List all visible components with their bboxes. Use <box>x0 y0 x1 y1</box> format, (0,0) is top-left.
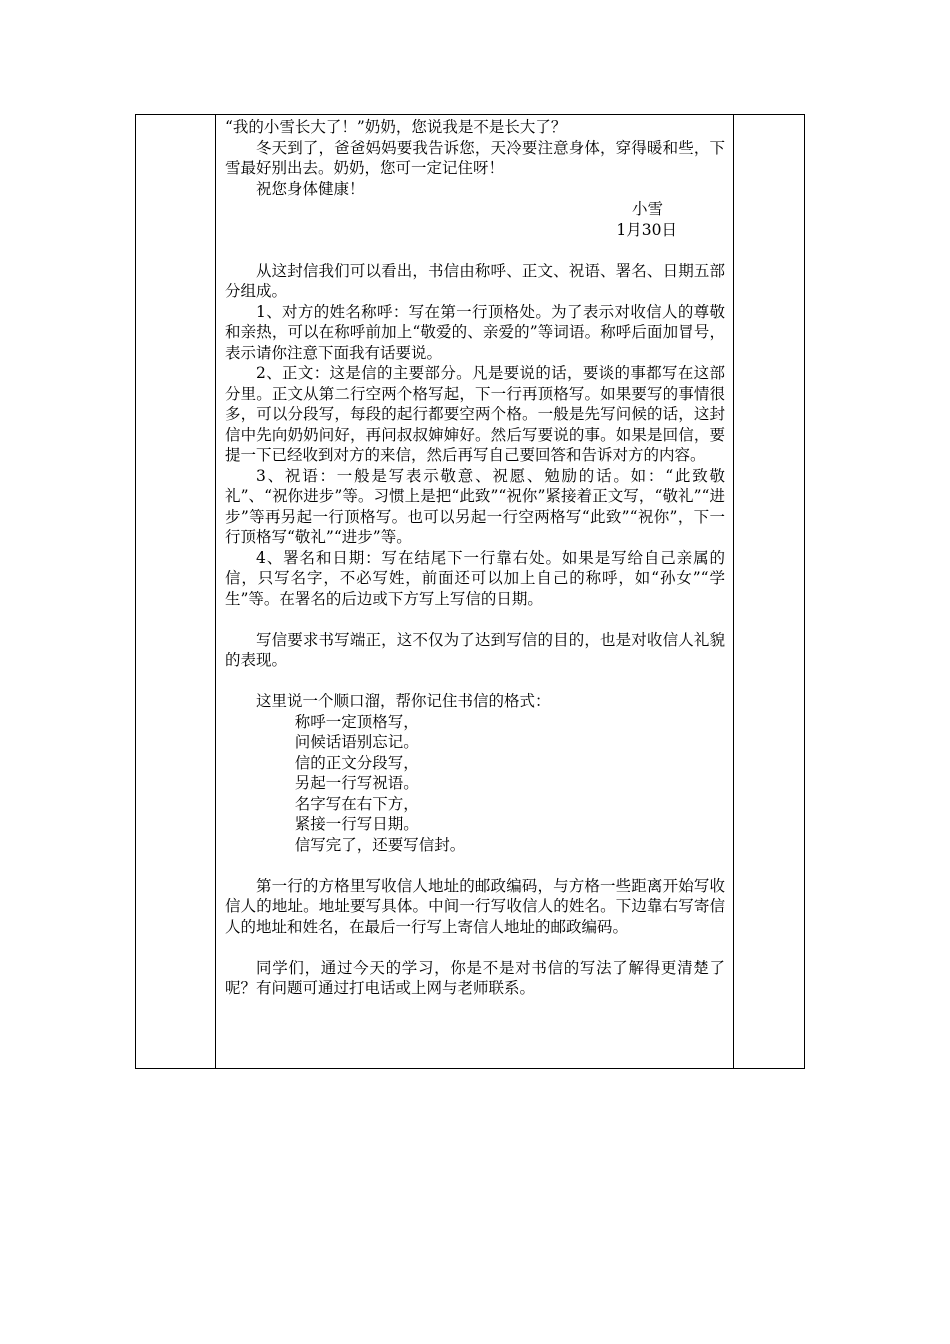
rhyme-line: 另起一行写祝语。 <box>294 774 419 792</box>
closing-paragraph: 同学们，通过今天的学习，你是不是对书信的写法了解得更清楚了呢？有问题可通过打电话或上网与老师联系。 <box>225 958 725 997</box>
lesson-table <box>135 114 805 1069</box>
rhyme-line: 信的正文分段写， <box>294 753 419 772</box>
envelope-instructions: 第一行的方格里写收信人地址的邮政编码，与方格一些距离开始写收信人的地址。地址要写具体。中间一行写收信人的姓名。下边靠右写寄信人的地址和姓名，在最后一行写上寄信人地址的邮政编码。 <box>225 876 725 936</box>
spacer <box>225 855 725 876</box>
rhyme-line: 名字写在右下方， <box>294 794 419 813</box>
letter-paragraph: 冬天到了，爸爸妈妈要我告诉您，天冷要注意身体，穿得暖和些，下雪最好别出去。奶奶，您可一定记住呀！ <box>225 138 725 177</box>
spacer <box>225 240 725 261</box>
letter-signature: 小雪 <box>631 200 663 218</box>
letter-line: “我的小雪长大了！”奶奶，您说我是不是长大了？ <box>225 118 567 136</box>
table-column-divider-right <box>733 115 734 1068</box>
explanation-neatness: 写信要求书写端正，这不仅为了达到写信的目的，也是对收信人礼貌的表现。 <box>225 630 725 669</box>
rhyme-line: 问候话语别忘记。 <box>294 733 419 751</box>
spacer <box>225 609 725 630</box>
table-column-divider-left <box>215 115 216 1068</box>
lesson-content-cell <box>225 117 725 999</box>
explanation-point-salutation: 1、对方的姓名称呼：写在第一行顶格处。为了表示对收信人的尊敬和亲热，可以在称呼前加上“敬爱的、亲爱的”等词语。称呼后面加冒号，表示请你注意下面我有话要说。 <box>225 302 725 362</box>
letter-date: 1月30日 <box>616 220 677 239</box>
spacer <box>225 937 725 958</box>
explanation-intro: 从这封信我们可以看出，书信由称呼、正文、祝语、署名、日期五部分组成。 <box>225 261 725 300</box>
letter-wish: 祝您身体健康！ <box>256 179 365 198</box>
explanation-point-signature: 4、署名和日期：写在结尾下一行靠右处。如果是写给自己亲属的信，只写名字，不必写姓，前面还可以加上自己的称呼，如“孙女”“学生”等。在署名的后边或下方写上写信的日期。 <box>225 548 725 608</box>
rhyme-line: 信写完了，还要写信封。 <box>294 835 466 854</box>
rhyme-line: 紧接一行写日期。 <box>294 815 419 833</box>
explanation-point-body: 2、正文：这是信的主要部分。凡是要说的话，要谈的事都写在这部分里。正文从第二行空两个格写起，下一行再顶格写。如果要写的事情很多，可以分段写，每段的起行都要空两个格。一般是先写问候的话，这封信中先向奶奶问好，再问叔叔婶婶好。然后写要说的事。如果是回信，要提一下已经收到对方的来信，然后再写自己要回答和告诉对方的内容。 <box>225 364 725 464</box>
explanation-point-wish: 3、祝语：一般是写表示敬意、祝愿、勉励的话。如：“此致敬礼”、“祝你进步”等。习惯上是把“此致”“祝你”紧接着正文写，“敬礼”“进步”等再另起一行顶格写。也可以另起一行空两格写“此致”“祝你”，下一行顶格写“敬礼”“进步”等。 <box>225 466 725 546</box>
spacer <box>225 671 725 692</box>
rhyme-intro: 这里说一个顺口溜，帮你记住书信的格式： <box>256 692 551 710</box>
rhyme-line: 称呼一定顶格写， <box>294 712 419 731</box>
